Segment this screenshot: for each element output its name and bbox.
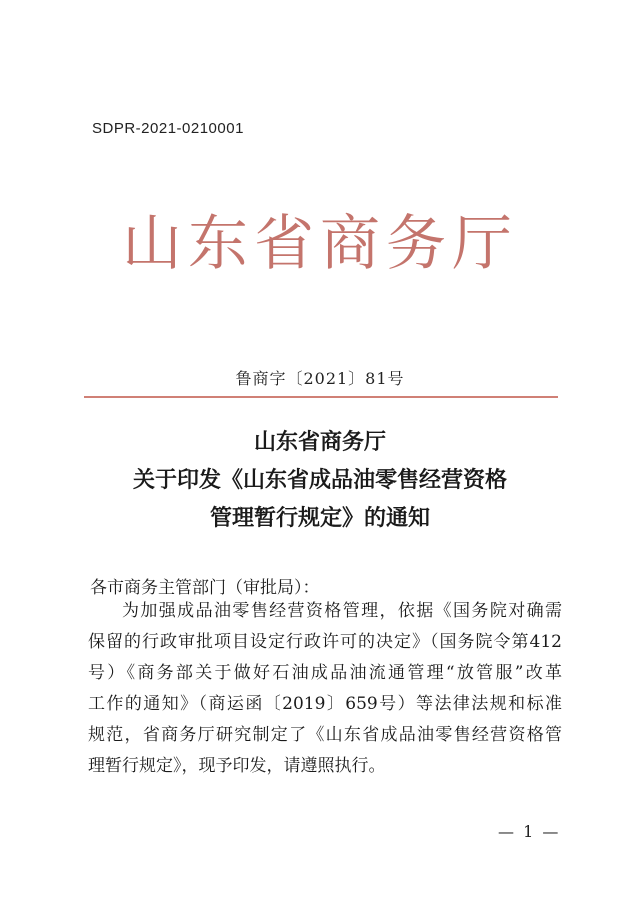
document-code: SDPR-2021-0210001 <box>92 120 244 137</box>
body-line: 理暂行规定》，现予印发，请遵照执行。 <box>88 756 386 776</box>
title-line: 管理暂行规定》的通知 <box>209 506 430 531</box>
title-line: 关于印发《山东省成品油零售经营资格 <box>132 468 507 493</box>
body-line: 号）《商务部关于做好石油成品油流通管理“放管服”改革 <box>88 663 562 683</box>
red-divider-line <box>84 396 558 398</box>
body-line: 工作的通知》（商运函〔2019〕659号）等法律法规和标准 <box>88 694 562 714</box>
salutation: 各市商务主管部门（审批局）： <box>90 578 320 598</box>
document-title <box>0 424 640 538</box>
issuer-masthead: 山东省商务厅 <box>122 209 518 279</box>
page-number: — 1 — <box>498 822 561 841</box>
body-line: 保留的行政审批项目设定行政许可的决定》（国务院令第412 <box>88 632 562 652</box>
body-line: 为加强成品油零售经营资格管理，依据《国务院对确需 <box>122 601 562 621</box>
title-line: 山东省商务厅 <box>253 430 386 455</box>
body-paragraph <box>88 596 562 782</box>
document-number: 鲁商字〔2021〕81号 <box>235 369 405 388</box>
body-line: 规范，省商务厅研究制定了《山东省成品油零售经营资格管 <box>88 725 562 745</box>
